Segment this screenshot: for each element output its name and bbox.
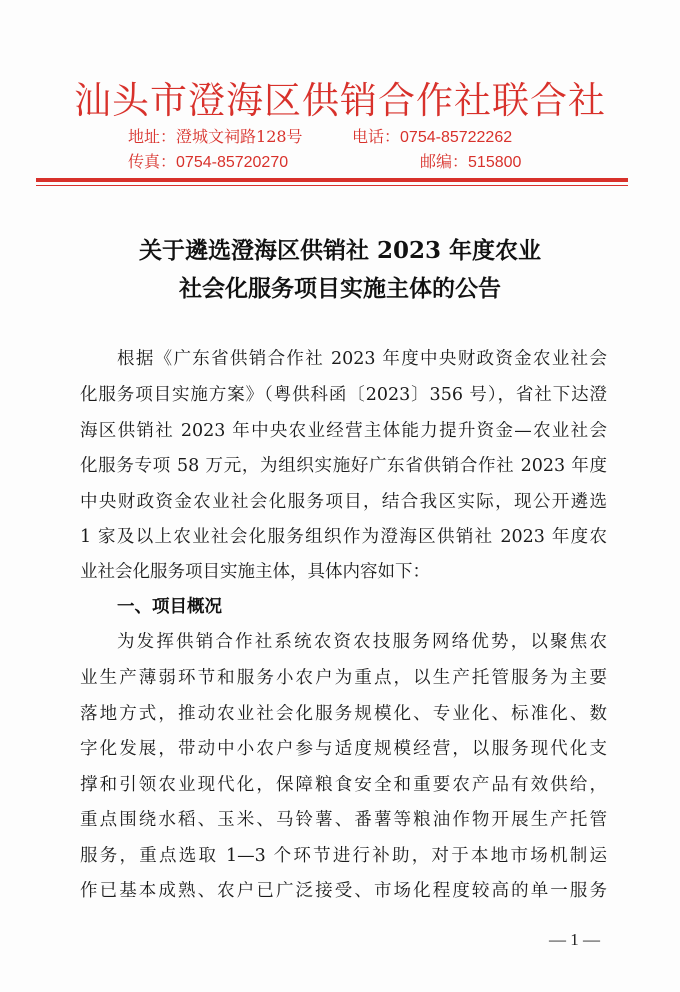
paragraph-2-line: 服务，重点选取 1—3 个环节进行补助，对于本地市场机制运 <box>80 846 607 866</box>
document-title-line-1: 关于遴选澄海区供销社 2023 年度农业 <box>138 237 542 264</box>
paragraph-2-line: 重点围绕水稻、玉米、马铃薯、番薯等粮油作物开展生产托管 <box>80 810 607 830</box>
document-title-line-2: 社会化服务项目实施主体的公告 <box>179 275 501 302</box>
letterhead-postcode <box>420 149 521 172</box>
phone-value: 0754-85722262 <box>400 129 513 146</box>
letterhead-fax <box>128 149 288 172</box>
paragraph-2-line: 业生产薄弱环节和服务小农户为重点，以生产托管服务为主要 <box>80 668 607 688</box>
paragraph-1-line: 1 家及以上农业社会化服务组织作为澄海区供销社 2023 年度农 <box>80 527 607 547</box>
paragraph-1-line: 化服务项目实施方案》（粤供科函〔2023〕356 号），省社下达澄 <box>80 385 607 405</box>
fax-value: 0754-85720270 <box>176 154 289 171</box>
paragraph-2-line: 字化发展，带动中小农户参与适度规模经营，以服务现代化支 <box>80 739 607 759</box>
paragraph-2-line: 为发挥供销合作社系统农资农技服务网络优势，以聚焦农 <box>117 632 607 652</box>
paragraph-2-line: 作已基本成熟、农户已广泛接受、市场化程度较高的单一服务 <box>80 881 607 901</box>
letterhead-phone <box>352 124 512 147</box>
section-1-heading: 一、项目概况 <box>117 597 222 617</box>
phone-label: 电话： <box>352 127 401 146</box>
paragraph-2-line: 撑和引领农业现代化，保障粮食安全和重要农产品有效供给， <box>80 775 607 795</box>
paragraph-1-line: 根据《广东省供销合作社 2023 年度中央财政资金农业社会 <box>117 349 607 369</box>
paragraph-1-line: 化服务专项 58 万元，为组织实施好广东省供销合作社 2023 年度 <box>80 456 607 476</box>
letterhead-address <box>128 124 303 147</box>
page-number: — 1 — <box>549 930 600 949</box>
letterhead-org-name: 汕头市澄海区供销合作社联合社 <box>74 79 606 122</box>
postcode-value: 515800 <box>468 154 522 171</box>
paragraph-1-line: 中央财政资金农业社会化服务项目，结合我区实际，现公开遴选 <box>80 492 607 512</box>
postcode-label: 邮编： <box>420 152 469 171</box>
paragraph-2-line: 落地方式，推动农业社会化服务规模化、专业化、标准化、数 <box>80 704 607 724</box>
address-label: 地址： <box>128 127 177 146</box>
letterhead-divider-thick <box>36 178 628 182</box>
address-value: 澄城文祠路128号 <box>176 127 303 146</box>
fax-label: 传真： <box>128 152 177 171</box>
paragraph-1-line: 业社会化服务项目实施主体，具体内容如下： <box>80 562 430 582</box>
letterhead-divider-thin <box>36 185 628 186</box>
paragraph-1-line: 海区供销社 2023 年中央农业经营主体能力提升资金—农业社会 <box>80 421 607 441</box>
